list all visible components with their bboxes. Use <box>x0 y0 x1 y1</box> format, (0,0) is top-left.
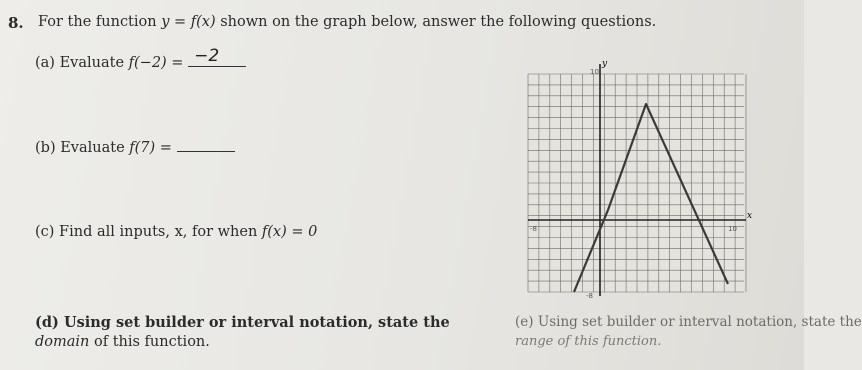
function-expression: y = f(x) <box>161 14 216 30</box>
part-a-label: (a) <box>35 55 55 71</box>
part-d <box>35 314 450 331</box>
tick-label-y-bottom: -8 <box>586 292 593 300</box>
part-d-domain-word: domain <box>35 334 90 350</box>
part-d-label: (d) <box>35 314 59 331</box>
tick-label-x-right: 10 <box>728 225 737 233</box>
part-a-answer-field[interactable] <box>188 46 246 67</box>
part-b-text: Evaluate <box>60 140 125 156</box>
part-a-handwritten-answer: −2 <box>194 46 220 66</box>
y-axis-label: y <box>602 59 608 69</box>
tick-label-x-left: -8 <box>530 225 537 233</box>
part-e-line2: range of this function. <box>515 334 662 349</box>
part-d-line1: Using set builder or interval notation, state the <box>63 314 450 331</box>
part-c-label: (c) <box>35 224 55 240</box>
part-b-label: (b) <box>35 140 56 156</box>
part-a-text: Evaluate <box>59 55 125 71</box>
part-c <box>35 224 317 240</box>
part-e <box>515 314 862 330</box>
part-a-expr: f(−2) = <box>128 55 184 71</box>
function-graph <box>520 60 755 300</box>
part-b-expr: f(7) = <box>129 140 172 156</box>
question-prompt <box>38 14 656 30</box>
part-d-line2 <box>35 334 210 350</box>
part-c-text: Find all inputs, x, for when <box>59 224 258 240</box>
part-c-expr: f(x) = 0 <box>261 224 318 240</box>
question-number: 8. <box>8 14 24 32</box>
part-d-line2-rest: of this function. <box>94 334 210 350</box>
prompt-post: shown on the graph below, answer the following questions. <box>220 14 657 30</box>
part-b-answer-field[interactable] <box>177 137 235 152</box>
tick-label-y-top: 10 <box>590 68 599 76</box>
part-e-line1: Using set builder or interval notation, state the <box>537 314 862 330</box>
part-e-label: (e) <box>515 314 534 330</box>
prompt-pre: For the function <box>38 14 157 30</box>
part-a <box>35 46 246 71</box>
part-b <box>35 137 235 156</box>
x-axis-label: x <box>747 211 753 221</box>
graph-grid <box>528 74 746 292</box>
